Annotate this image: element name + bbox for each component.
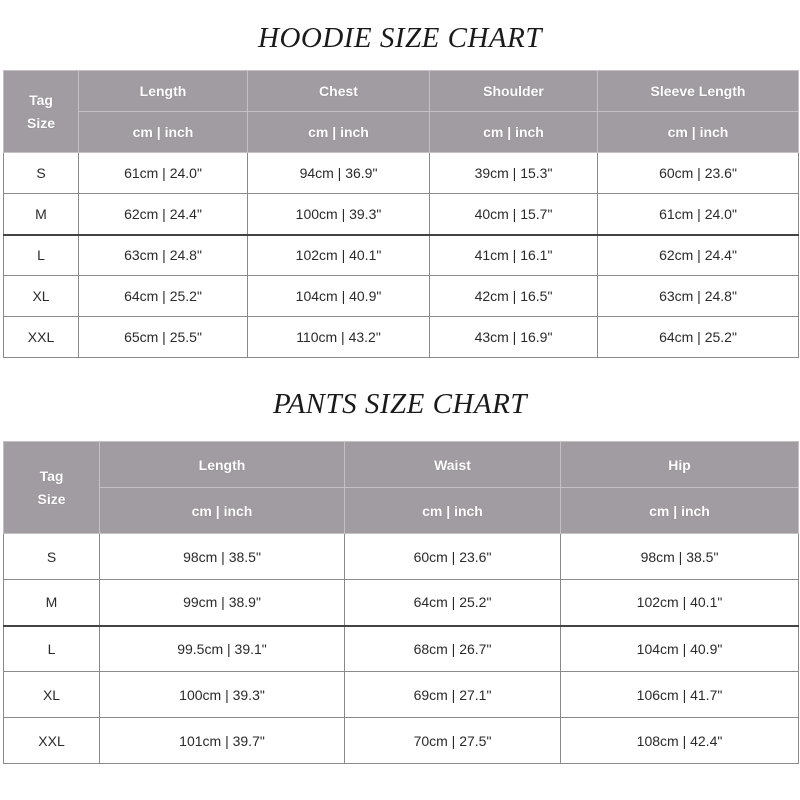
size-cell: M (4, 194, 79, 235)
unit-label: cm | inch (598, 112, 799, 153)
size-cell: S (4, 153, 79, 194)
size-cell: L (4, 235, 79, 276)
value-cell: 110cm | 43.2" (248, 317, 430, 358)
table-row (4, 153, 799, 194)
table-row (4, 534, 799, 580)
unit-label: cm | inch (79, 112, 248, 153)
table-row (4, 672, 799, 718)
value-cell: 60cm | 23.6" (345, 534, 561, 580)
value-cell: 65cm | 25.5" (79, 317, 248, 358)
unit-label: cm | inch (100, 488, 345, 534)
table-row (4, 718, 799, 764)
column-header-length: Length (100, 442, 345, 488)
value-cell: 62cm | 24.4" (79, 194, 248, 235)
value-cell: 99.5cm | 39.1" (100, 626, 345, 672)
value-cell: 104cm | 40.9" (248, 276, 430, 317)
size-cell: M (4, 580, 100, 626)
value-cell: 62cm | 24.4" (598, 235, 799, 276)
value-cell: 100cm | 39.3" (248, 194, 430, 235)
tag-label: Tag (29, 91, 53, 108)
value-cell: 40cm | 15.7" (430, 194, 598, 235)
value-cell: 99cm | 38.9" (100, 580, 345, 626)
table-row (4, 626, 799, 672)
pants-size-table (3, 441, 799, 764)
hoodie-size-table (3, 70, 799, 358)
value-cell: 61cm | 24.0" (598, 194, 799, 235)
size-cell: XXL (4, 317, 79, 358)
size-cell: XXL (4, 718, 100, 764)
table-row (4, 235, 799, 276)
value-cell: 70cm | 27.5" (345, 718, 561, 764)
unit-row (4, 488, 799, 534)
table-row (4, 276, 799, 317)
value-cell: 63cm | 24.8" (598, 276, 799, 317)
value-cell: 69cm | 27.1" (345, 672, 561, 718)
value-cell: 60cm | 23.6" (598, 153, 799, 194)
value-cell: 64cm | 25.2" (598, 317, 799, 358)
size-label: Size (37, 490, 66, 507)
value-cell: 64cm | 25.2" (345, 580, 561, 626)
value-cell: 64cm | 25.2" (79, 276, 248, 317)
unit-label: cm | inch (248, 112, 430, 153)
value-cell: 106cm | 41.7" (561, 672, 799, 718)
value-cell: 68cm | 26.7" (345, 626, 561, 672)
column-header-shoulder: Shoulder (430, 71, 598, 112)
value-cell: 39cm | 15.3" (430, 153, 598, 194)
pants-size-chart-title: PANTS SIZE CHART (272, 388, 527, 420)
tag-size-header (4, 71, 79, 153)
value-cell: 102cm | 40.1" (561, 580, 799, 626)
value-cell: 98cm | 38.5" (100, 534, 345, 580)
header-row (4, 71, 799, 112)
unit-label: cm | inch (561, 488, 799, 534)
value-cell: 102cm | 40.1" (248, 235, 430, 276)
value-cell: 101cm | 39.7" (100, 718, 345, 764)
unit-label: cm | inch (345, 488, 561, 534)
value-cell: 100cm | 39.3" (100, 672, 345, 718)
unit-label: cm | inch (430, 112, 598, 153)
value-cell: 63cm | 24.8" (79, 235, 248, 276)
column-header-hip: Hip (561, 442, 799, 488)
tag-label: Tag (39, 467, 64, 484)
value-cell: 61cm | 24.0" (79, 153, 248, 194)
table-row (4, 194, 799, 235)
tag-size-header (4, 442, 100, 534)
value-cell: 42cm | 16.5" (430, 276, 598, 317)
value-cell: 108cm | 42.4" (561, 718, 799, 764)
size-cell: S (4, 534, 100, 580)
table-row (4, 317, 799, 358)
size-cell: L (4, 626, 100, 672)
value-cell: 43cm | 16.9" (430, 317, 598, 358)
unit-row (4, 112, 799, 153)
column-header-sleeve-length: Sleeve Length (598, 71, 799, 112)
value-cell: 94cm | 36.9" (248, 153, 430, 194)
value-cell: 41cm | 16.1" (430, 235, 598, 276)
column-header-chest: Chest (248, 71, 430, 112)
table-row (4, 580, 799, 626)
value-cell: 98cm | 38.5" (561, 534, 799, 580)
size-label: Size (26, 114, 55, 131)
size-cell: XL (4, 276, 79, 317)
hoodie-size-chart-title: HOODIE SIZE CHART (258, 22, 542, 54)
column-header-waist: Waist (345, 442, 561, 488)
size-cell: XL (4, 672, 100, 718)
header-row (4, 442, 799, 488)
column-header-length: Length (79, 71, 248, 112)
value-cell: 104cm | 40.9" (561, 626, 799, 672)
